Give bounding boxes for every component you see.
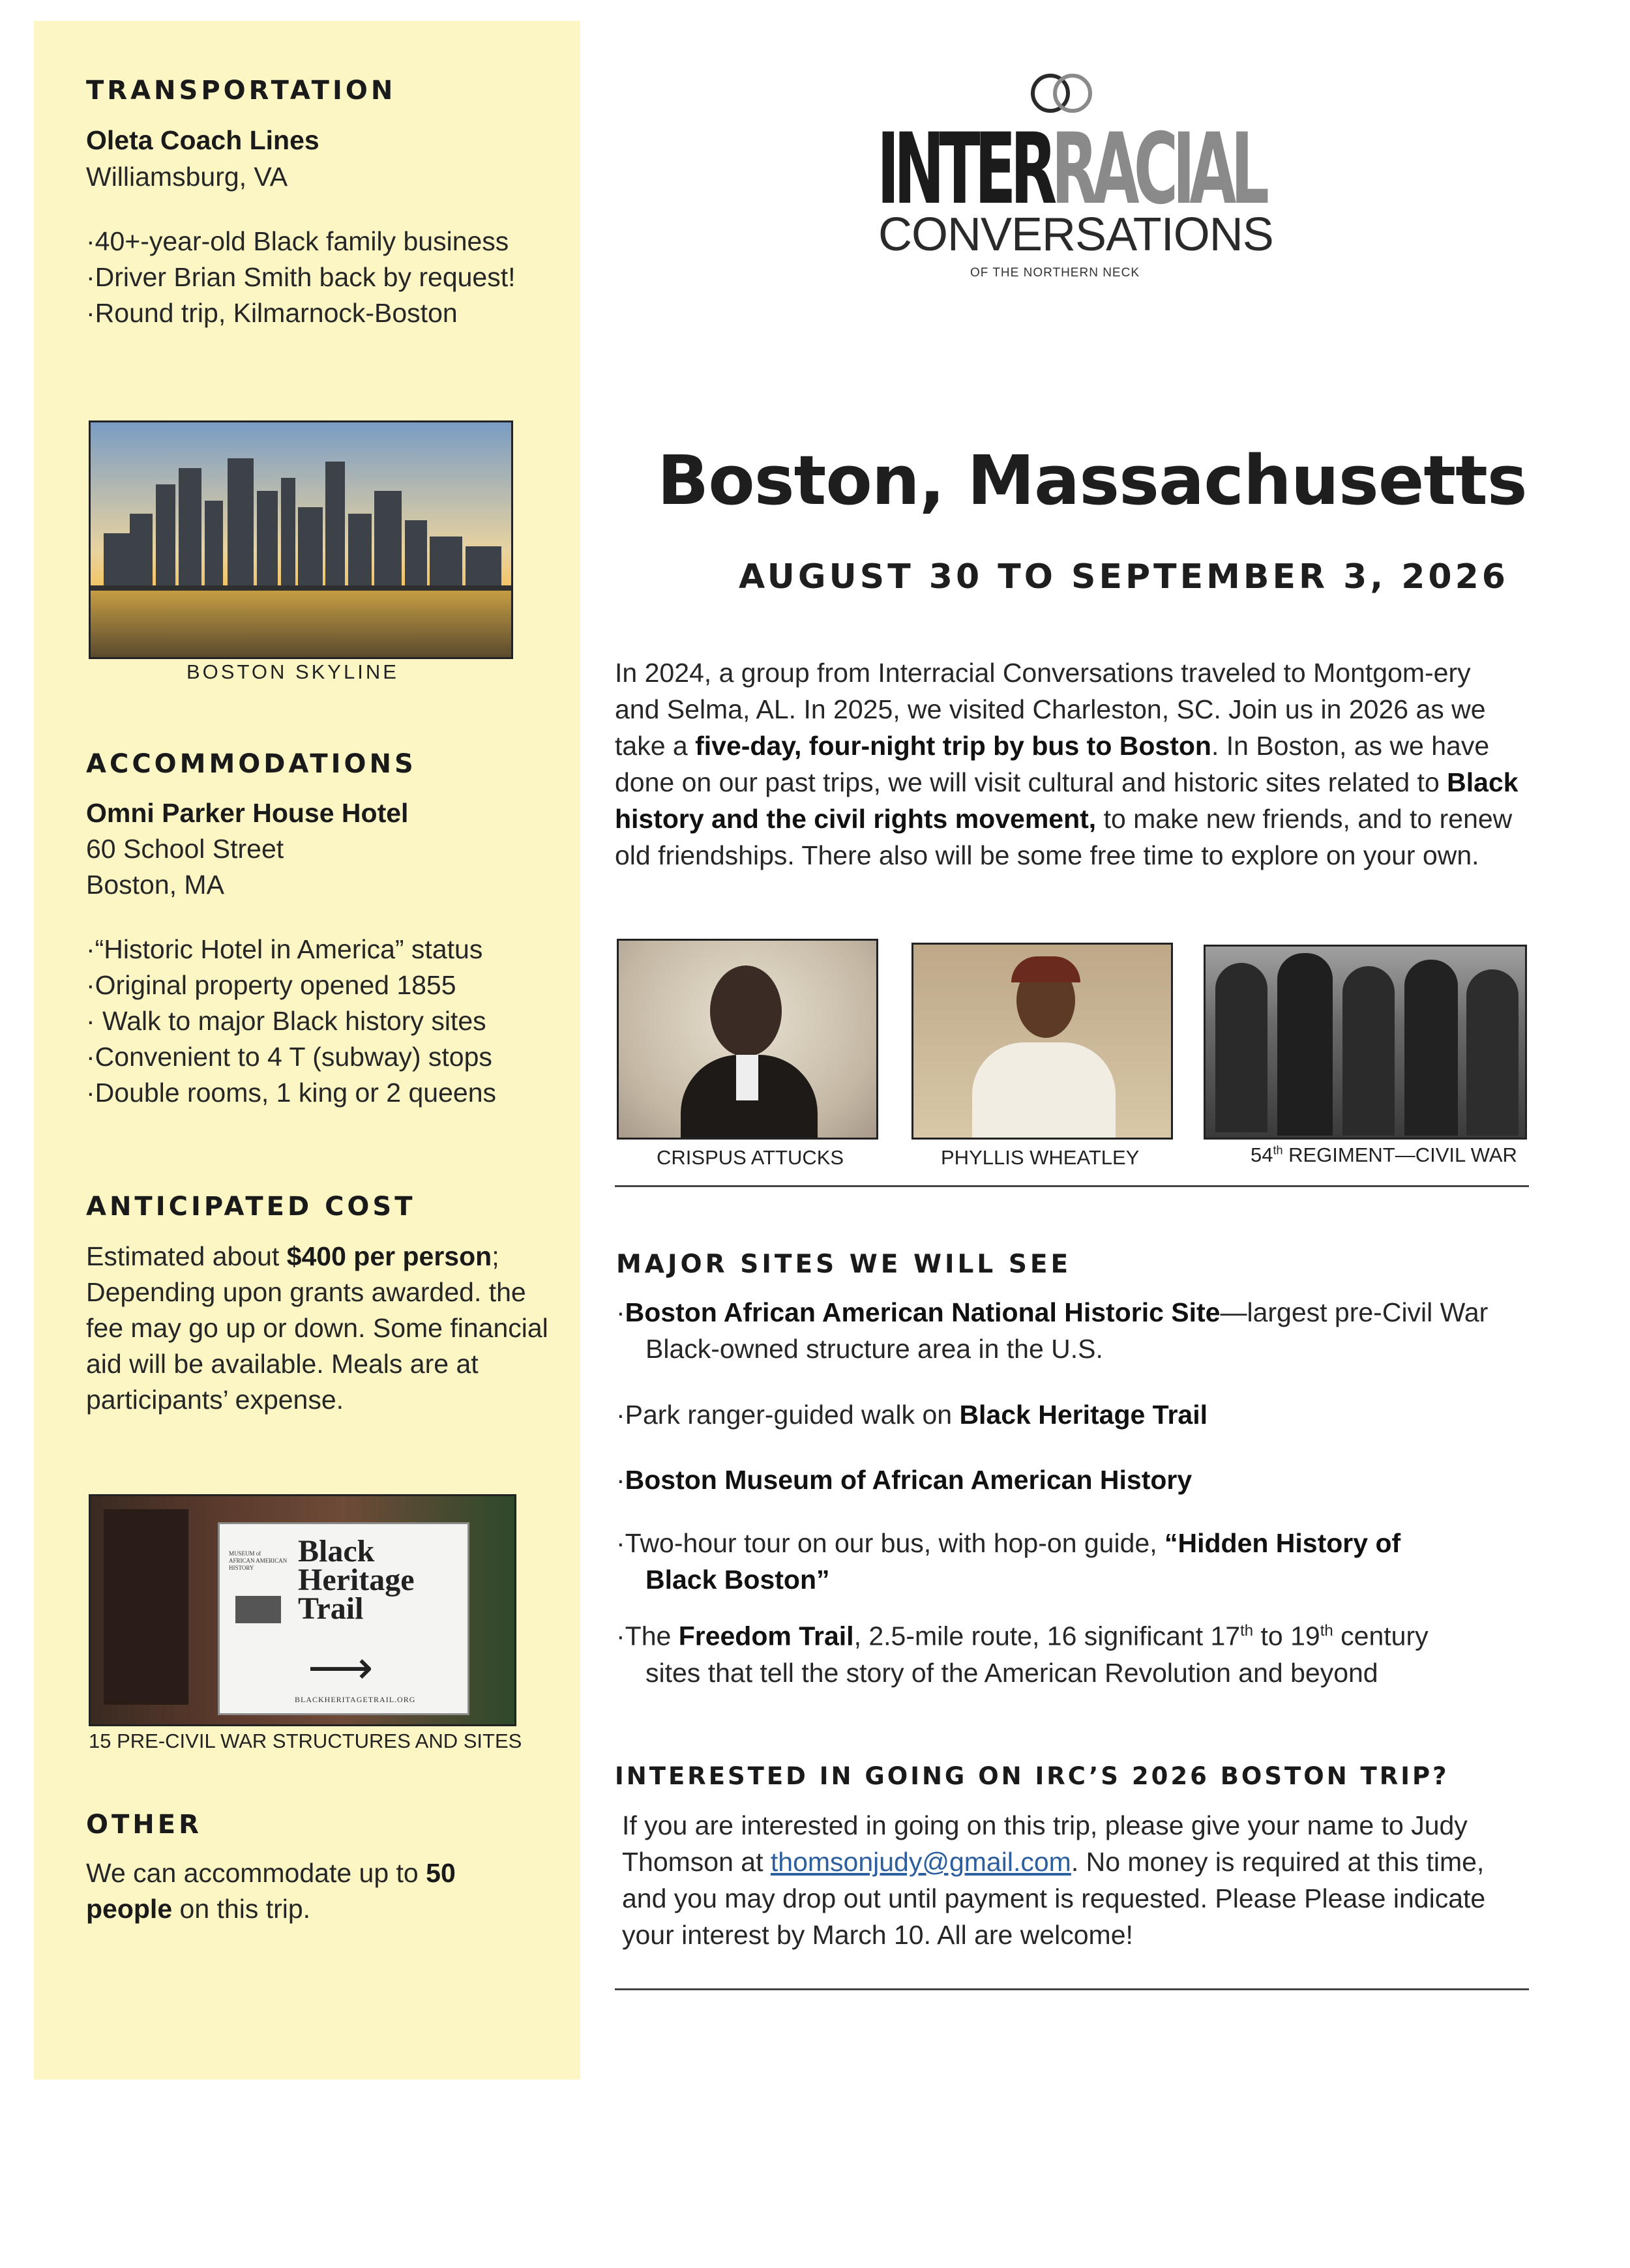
site-item-3: ·Boston Museum of African American History	[616, 1465, 1193, 1495]
page-title: Boston, Massachusetts	[657, 441, 1527, 520]
list-item: ·40+-year-old Black family business	[86, 226, 509, 256]
transport-company: Oleta Coach Lines	[86, 125, 319, 155]
regiment-caption: 54th REGIMENT—CIVIL WAR	[1251, 1143, 1517, 1166]
list-item: ·Double rooms, 1 king or 2 queens	[86, 1078, 497, 1108]
site-item-2: ·Park ranger-guided walk on Black Heritage Trail	[616, 1400, 1208, 1430]
skyline-illustration	[91, 422, 511, 657]
interest-heading: INTERESTED IN GOING ON IRC’S 2026 BOSTON TRIP?	[615, 1762, 1449, 1790]
list-item: ·Round trip, Kilmarnock-Boston	[86, 298, 458, 328]
transport-bullets	[86, 224, 516, 331]
logo-wordmark: INTERRACIAL	[877, 113, 1264, 226]
list-item: ·“Historic Hotel in America” status	[86, 934, 483, 964]
trip-dates: AUGUST 30 TO SEPTEMBER 3, 2026	[739, 557, 1509, 596]
54th-regiment-photo	[1204, 945, 1527, 1140]
list-item: ·Driver Brian Smith back by request!	[86, 262, 516, 292]
logo-rings-icon	[1019, 70, 1104, 116]
site-item-5: ·The Freedom Trail, 2.5-mile route, 16 significant 17th to 19th century sites that tell the story of the American Revolution and beyond	[616, 1621, 1429, 1688]
list-item: · Walk to major Black history sites	[86, 1006, 486, 1036]
wheatley-caption: PHYLLIS WHEATLEY	[941, 1146, 1140, 1169]
attucks-caption: CRISPUS ATTUCKS	[657, 1146, 844, 1169]
boston-skyline-photo	[89, 420, 513, 659]
hotel-bullets	[86, 932, 496, 1111]
site-item-1: ·Boston African American National Historic Site—largest pre-Civil War Black-owned structure area in the U.S.	[616, 1297, 1489, 1364]
other-heading: OTHER	[86, 1810, 202, 1840]
email-link[interactable]: thomsonjudy@gmail.com	[770, 1847, 1071, 1877]
divider-bottom	[615, 1988, 1529, 1990]
phyllis-wheatley-photo	[911, 943, 1173, 1140]
other-text: We can accommodate up to 50 people on this trip.	[86, 1858, 456, 1924]
hotel-street: 60 School Street	[86, 834, 284, 864]
sites-heading: MAJOR SITES WE WILL SEE	[616, 1250, 1072, 1279]
transport-location: Williamsburg, VA	[86, 162, 288, 192]
divider-top	[615, 1185, 1529, 1187]
interest-paragraph: If you are interested in going on this trip, please give your name to Judy Thomson at thomsonjudy@gmail.com. No money is required at this time, and you may drop out until payment is requested. Please Please indicate your interest by March 10. All are welcome!	[622, 1810, 1486, 1950]
intro-paragraph: In 2024, a group from Interracial Conversations traveled to Montgom-ery and Selma, AL. In 2025, we visited Charleston, SC. Join us in 2026 as we take a five-day, four-night trip by bus to Boston. In Boston, as we have done on our past trips, we will visit cultural and historic sites related to Black history and the civil rights movement, to make new friends, and to renew old friendships. There also will be some free time to explore on your own.	[615, 658, 1519, 870]
accommodations-heading: ACCOMMODATIONS	[86, 749, 417, 779]
trail-sign: MUSEUM of AFRICAN AMERICAN HISTORY Black Heritage Trail ⟶ BLACKHERITAGETRAIL.ORG	[218, 1522, 469, 1715]
hotel-city: Boston, MA	[86, 870, 224, 900]
list-item: ·Convenient to 4 T (subway) stops	[86, 1042, 492, 1072]
heritage-trail-photo	[89, 1494, 516, 1726]
crispus-attucks-photo	[617, 939, 878, 1140]
list-item: ·Original property opened 1855	[86, 970, 456, 1000]
logo-tagline: OF THE NORTHERN NECK	[970, 266, 1140, 280]
hotel-name: Omni Parker House Hotel	[86, 798, 409, 828]
cost-text: Estimated about $400 per person; Depending upon grants awarded. the fee may go up or down. Some financial aid will be available. Meals are at participants’ expense.	[86, 1241, 548, 1415]
transportation-heading: TRANSPORTATION	[86, 76, 396, 106]
right-arrow-icon: ⟶	[308, 1642, 374, 1693]
logo-conversations: CONVERSATIONS	[878, 209, 1273, 261]
trail-caption: 15 PRE-CIVIL WAR STRUCTURES AND SITES	[89, 1730, 522, 1752]
skyline-caption: BOSTON SKYLINE	[186, 660, 399, 683]
cost-heading: ANTICIPATED COST	[86, 1192, 416, 1222]
site-item-4: ·Two-hour tour on our bus, with hop-on guide, “Hidden History of Black Boston”	[616, 1528, 1401, 1595]
